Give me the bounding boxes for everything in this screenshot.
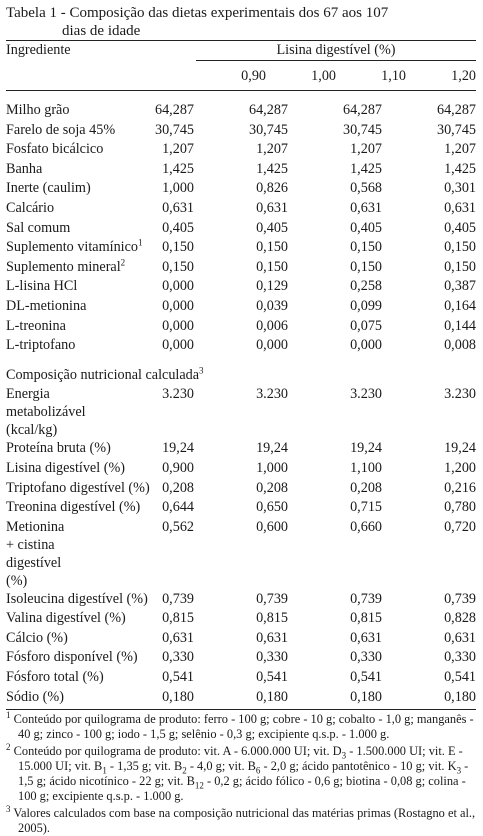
ingredient-name: L-lisina HCl [6,278,78,295]
table-row [6,199,476,219]
table-cell: 0,129 [256,278,288,295]
table-cell: 0,562 [162,518,194,535]
nutrient-name: Valina digestível (%) [6,610,126,627]
table-cell: 0,739 [444,590,476,607]
table-cell: 1,425 [256,160,288,177]
lysine-group-header [196,41,476,61]
lysine-group-label: Lisina digestível (%) [196,41,476,61]
ingredient-name: L-triptofano [6,337,76,354]
table-cell: 1,200 [444,459,476,476]
table-cell: 0,075 [350,317,382,334]
caption-line-1: Tabela 1 - Composição das dietas experimentais dos 67 aos 107 [6,5,389,21]
table-cell: 0,660 [350,518,382,535]
table-cell: 3.230 [444,386,476,403]
table-cell: 0,216 [444,479,476,496]
table-cell: 0,208 [350,479,382,496]
table-cell: 0,006 [256,317,288,334]
table-cell: 0,150 [162,258,194,275]
level-header-2: 1,00 [311,68,336,84]
ingredient-name: Fosfato bicálcico [6,141,104,158]
table-row [6,121,476,141]
table-row [6,629,476,649]
table-cell: 1,425 [350,160,382,177]
table-cell: 0,000 [256,337,288,354]
table-cell: 0,739 [256,590,288,607]
table-cell: 0,180 [162,688,194,705]
table-cell: 0,405 [444,219,476,236]
table-cell: 0,039 [256,297,288,314]
table-row [6,317,476,337]
table-row [6,498,476,518]
table-cell: 0,815 [162,610,194,627]
level-header-4: 1,20 [451,68,476,84]
table-cell: 19,24 [350,440,382,457]
table-row [6,238,476,258]
table-cell: 19,24 [162,440,194,457]
ingredient-name: Sal comum [6,219,71,236]
section-gap [6,356,476,366]
nutrient-name: Fósforo total (%) [6,669,104,686]
header-row-2 [6,61,476,91]
table-cell: 0,150 [350,258,382,275]
table-cell: 0,208 [162,479,194,496]
table-cell: 0,900 [162,459,194,476]
table-cell: 0,150 [256,239,288,256]
table-cell: 3.230 [162,386,194,403]
table-cell: 0,164 [444,297,476,314]
table-row [6,179,476,199]
table-cell: 0,405 [350,219,382,236]
table-cell: 0,000 [162,297,194,314]
table-row [6,140,476,160]
nutrient-name: Isoleucina digestível (%) [6,590,148,607]
table-cell: 0,208 [256,479,288,496]
diet-composition-body [6,91,476,707]
table-cell: 0,815 [256,610,288,627]
table-cell: 0,330 [350,649,382,666]
table-cell: 0,180 [256,688,288,705]
table-row [6,101,476,121]
footnote-2: $^2$ Conteúdo por quilograma de produto: vit. A - 6.000.000 UI; vit. $D_3 - 1.500.000$ UI; vit. E - 15.000 UI; vit. $B_1 - 1,35$ g; vit. $B_2 - 4,0$ g; vit. $B_6 - 2,0$ g; ácido pantotênico - 10 g; vit. $K_3 - 1,5$ g; ácido nicotínico - 22 g; vit. $B_{12} - 0,2$ g; ácido fólico - 0,6 g; biotina - 0,08 g; colina - 100 g; excipiente q.s.p. - 1.000 g. [6,742,469,804]
table-cell: 1,000 [256,459,288,476]
table-row [6,688,476,708]
table-cell: 0,000 [350,337,382,354]
table-cell: 0,330 [162,649,194,666]
caption-line-2: dias de idade [62,23,141,39]
footnotes [6,712,476,836]
nutritional-title: Composição nutricional calculada$^3$ [6,364,204,383]
nutrient-name: Sódio (%) [6,688,64,705]
nutrient-name: Triptofano digestível (%) [6,479,150,496]
diet-composition-table [6,41,476,91]
nutrient-name: Metionina + cistina digestível (%) [6,518,65,589]
table-row [6,258,476,278]
table-cell: 0,150 [444,239,476,256]
table-cell: 0,099 [350,297,382,314]
table-caption [6,4,476,40]
ingredient-name: Milho grão [6,102,70,118]
nutrient-name: Treonina digestível (%) [6,499,141,516]
table-cell: 3.230 [256,386,288,403]
table-row [6,219,476,239]
table-cell: 30,745 [248,121,288,138]
table-cell: 0,330 [444,649,476,666]
table-cell: 0,000 [162,317,194,334]
header-gap [6,91,476,101]
table-cell: 0,150 [350,239,382,256]
table-cell: 0,541 [350,669,382,686]
table-cell: 0,000 [162,337,194,354]
table-cell: 0,541 [444,669,476,686]
ingredient-name: Suplemento mineral$^2$ [6,257,126,275]
table-cell: 1,100 [350,459,382,476]
table-cell: 0,600 [256,518,288,535]
table-row [6,297,476,317]
table-cell: 0,405 [162,219,194,236]
level-header-1: 0,90 [241,68,266,84]
table-cell: 0,826 [256,180,288,197]
table-cell: 0,631 [350,199,382,216]
table-cell: 0,631 [256,199,288,216]
table-row [6,336,476,356]
table-row [6,277,476,297]
ingredient-header: Ingrediente [6,42,71,58]
table-cell: 0,144 [444,317,476,334]
table-cell: 1,207 [162,141,194,158]
nutritional-section-title [6,366,476,386]
table-row [6,479,476,499]
table-cell: 64,287 [154,102,194,118]
nutrient-name: Fósforo disponível (%) [6,649,138,666]
table-row [6,160,476,180]
table-cell: 1,425 [444,160,476,177]
table-cell: 64,287 [342,102,382,118]
table-cell: 64,287 [248,102,288,118]
table-cell: 0,330 [256,649,288,666]
table-row [6,668,476,688]
table-cell: 0,150 [162,239,194,256]
nutrient-name: Proteína bruta (%) [6,440,111,457]
table-cell: 0,631 [162,199,194,216]
table-cell: 0,000 [162,278,194,295]
footnote-1: $^1$ Conteúdo por quilograma de produto: ferro - 100 g; cobre - 10 g; cobalto - 1,0 g; manganês - 40 g; zinco - 100 g; iodo - 1,5 g; selênio - 0,3 g; excipiente q.s.p. - 1.000 g. [6,710,474,742]
table-cell: 19,24 [444,440,476,457]
table-cell: 0,405 [256,219,288,236]
table-cell: 0,387 [444,278,476,295]
table-row [6,459,476,479]
table-cell: 30,745 [342,121,382,138]
table-cell: 0,541 [162,669,194,686]
table-cell: 0,150 [256,258,288,275]
table-cell: 0,150 [444,258,476,275]
table-cell: 0,780 [444,499,476,516]
table-cell: 0,631 [162,629,194,646]
table-row [6,648,476,668]
table-cell: 0,815 [350,610,382,627]
table-cell: 0,008 [444,337,476,354]
table-cell: 0,631 [444,199,476,216]
table-cell: 0,631 [444,629,476,646]
table-cell: 30,745 [436,121,476,138]
table-cell: 0,650 [256,499,288,516]
table-cell: 0,541 [256,669,288,686]
table-row [6,518,476,590]
ingredient-name: Farelo de soja 45% [6,121,116,138]
table-cell: 0,715 [350,499,382,516]
table-cell: 1,207 [256,141,288,158]
table-row [6,439,476,459]
bottom-rule [6,709,476,710]
table-cell: 0,631 [350,629,382,646]
level-header-3: 1,10 [381,68,406,84]
ingredient-name: Banha [6,160,43,177]
table-cell: 0,644 [162,499,194,516]
nutrient-name: Cálcio (%) [6,629,68,646]
nutrient-name: Energia metabolizável (kcal/kg) [6,386,86,439]
header-row-1 [6,41,476,61]
table-row [6,385,476,439]
ingredient-name: DL-metionina [6,297,87,314]
table-cell: 1,000 [162,180,194,197]
table-cell: 0,258 [350,278,382,295]
table-cell: 1,207 [444,141,476,158]
table-cell: 0,301 [444,180,476,197]
table-cell: 0,180 [444,688,476,705]
table-row [6,609,476,629]
ingredient-name: Inerte (caulim) [6,180,91,197]
table-cell: 0,720 [444,518,476,535]
ingredient-name: Suplemento vitamínico$^1$ [6,237,143,256]
table-cell: 1,207 [350,141,382,158]
table-cell: 0,739 [350,590,382,607]
table-cell: 19,24 [256,440,288,457]
table-cell: 30,745 [154,121,194,138]
footnote-3: $^3$ Valores calculados com base na composição nutricional das matérias primas (Rostagno et al., 2005). [6,804,476,836]
table-cell: 0,568 [350,180,382,197]
ingredient-name: Calcário [6,199,55,216]
table-document [6,4,476,836]
table-row [6,590,476,610]
nutrient-name: Lisina digestível (%) [6,459,125,476]
table-cell: 0,631 [256,629,288,646]
table-cell: 64,287 [436,102,476,118]
table-cell: 0,828 [444,610,476,627]
table-cell: 0,180 [350,688,382,705]
table-cell: 0,739 [162,590,194,607]
table-cell: 1,425 [162,160,194,177]
ingredient-name: L-treonina [6,317,66,334]
table-cell: 3.230 [350,386,382,403]
